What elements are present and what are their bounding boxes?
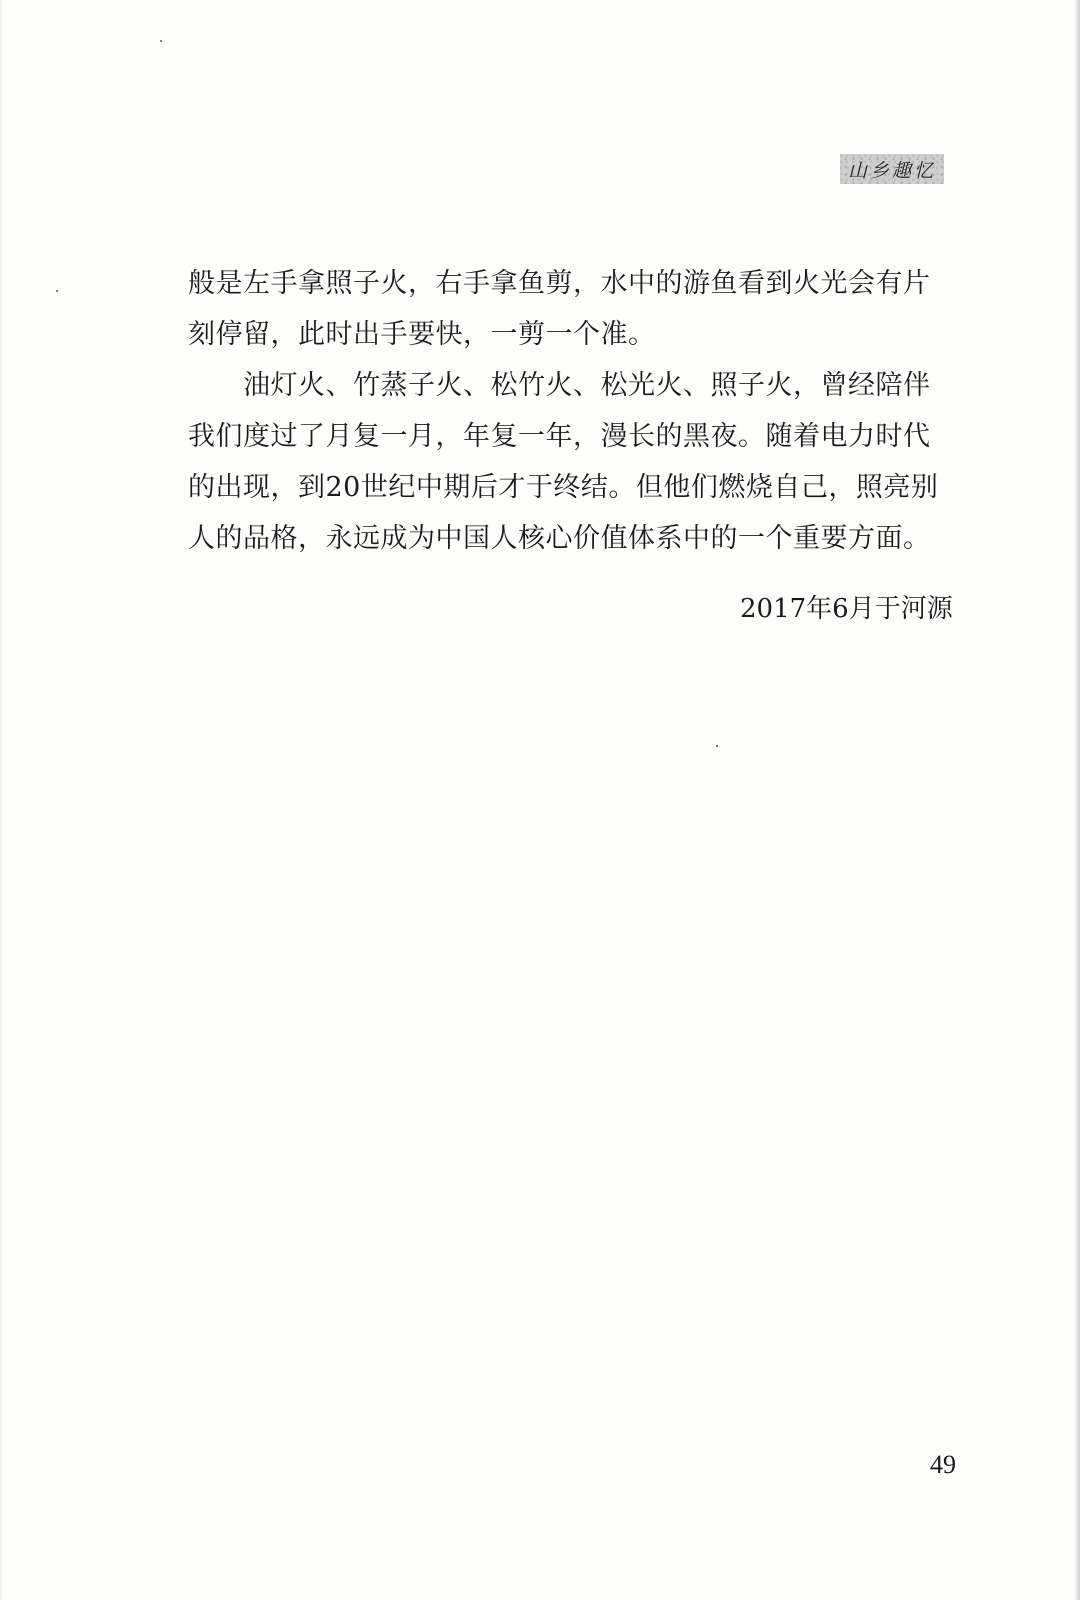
page-number: 49 bbox=[930, 1450, 956, 1479]
text-line: 般是左手拿照子火，右手拿鱼剪，水中的游鱼看到火光会有片 bbox=[188, 268, 931, 299]
text-line: 的出现，到20世纪中期后才于终结。但他们燃烧自己，照亮别 bbox=[188, 472, 939, 503]
scan-speck bbox=[716, 745, 718, 747]
body-text bbox=[188, 258, 948, 564]
scan-speck bbox=[56, 290, 58, 292]
running-head-title: 山乡趣忆 bbox=[840, 154, 944, 184]
text-line: 刻停留，此时出手要快，一剪一个准。 bbox=[188, 319, 656, 350]
dateline: 2017年6月于河源 bbox=[740, 594, 953, 624]
scan-speck bbox=[160, 40, 162, 42]
text-line: 我们度过了月复一月，年复一年，漫长的黑夜。随着电力时代 bbox=[188, 421, 931, 452]
text-line: 人的品格，永远成为中国人核心价值体系中的一个重要方面。 bbox=[188, 523, 931, 554]
scan-left-edge bbox=[0, 0, 3, 1600]
text-line: 油灯火、竹蒸子火、松竹火、松光火、照子火，曾经陪伴 bbox=[188, 370, 931, 401]
scan-right-edge bbox=[1074, 0, 1080, 1600]
